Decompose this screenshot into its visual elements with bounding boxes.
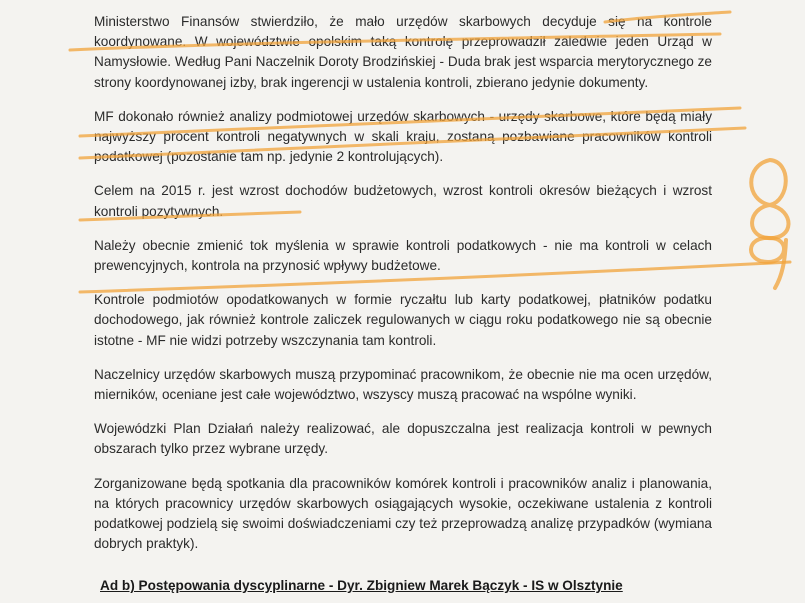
paragraph: Naczelnicy urzędów skarbowych muszą przypominać pracownikom, że obecnie nie ma ocen urzędów, mierników, oceniane jest całe województwo, wszyscy muszą pracować na wspólne wyniki.: [94, 366, 712, 403]
paragraph: Kontrole podmiotów opodatkowanych w formie ryczałtu lub karty podatkowej, płatników podatku dochodowego, jak również kontrole zaliczek regulowanych w ciągu roku podatkowego nie są obecnie istotne - MF nie widzi potrzeby wszczynania tam kontroli.: [94, 292, 712, 348]
section-heading: Ad b) Postępowania dyscyplinarne - Dyr. Zbigniew Marek Bączyk - IS w Olsztynie: [100, 578, 623, 593]
paragraph: Należy obecnie zmienić tok myślenia w sprawie kontroli podatkowych - nie ma kontroli w celach prewencyjnych, kontrola na przynosić wpływy budżetowe.: [94, 237, 712, 274]
marker-9: [751, 238, 786, 288]
paragraph: Wojewódzki Plan Działań należy realizować, ale dopuszczalna jest realizacja kontroli w pewnych obszarach tylko przez wybrane urzędy.: [94, 421, 712, 457]
paragraph: Celem na 2015 r. jest wzrost dochodów budżetowych, wzrost kontroli okresów bieżących i wzrost kontroli pozytywnych.: [94, 183, 712, 219]
paragraph: MF dokonało również analizy podmiotowej urzędów skarbowych - urzędy skarbowe, które będą miały najwyższy procent kontroli negatywnych w skali kraju, zostaną pozbawiane pracowników kontroli podatkowej (pozostanie tam np. jedynie 2 kontrolujących).: [94, 108, 712, 165]
paragraph: Zorganizowane będą spotkania dla pracowników komórek kontroli i pracowników analiz i planowania, na których pracownicy urzędów skarbowych osiągających wysokie, oczekiwane ustalenia z kontroli podatkowej podzielą się swoimi doświadczeniami czy też przeprowadzą analizę przypadków (wymiana dobrych praktyk).: [94, 475, 712, 552]
document-body: [94, 12, 712, 568]
paragraph: Ministerstwo Finansów stwierdziło, że mało urzędów skarbowych decyduje się na kontrole koordynowane. W województwie opolskim taką kontrolę przeprowadził zaledwie jeden Urząd w Namysłowie. Według Pani Naczelnik Doroty Brodzińskiej - Duda brak jest wsparcia merytorycznego ze strony koordynowanej izby, brak ingerencji w ustalenia kontroli, zbierano jedynie dokumenty.: [94, 14, 712, 90]
marker-8: [751, 160, 788, 238]
